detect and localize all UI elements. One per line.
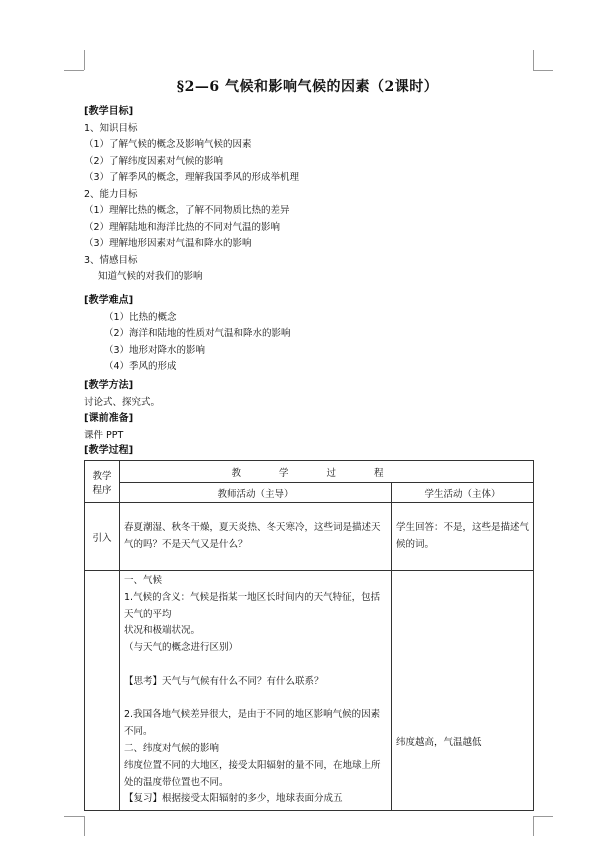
- objective-line: （3）理解地形因素对气温和降水的影响: [84, 238, 252, 249]
- teacher-line: [124, 691, 387, 708]
- teacher-line: （与天气的概念进行区别）: [124, 642, 239, 654]
- teacher-line: 2.我国各地气候差异很大，是由于不同的地区影响气候的因素不同。: [124, 709, 381, 738]
- row-intro-teacher: 春夏潮湿、秋冬干燥，夏天炎热、冬天寒冷，这些词是描述天气的吗？不是天气又是什么？: [120, 503, 392, 571]
- process-table: [84, 460, 534, 811]
- objective-line: （1）理解比热的概念，了解不同物质比热的差异: [84, 205, 290, 216]
- prep-text: 课件 PPT: [84, 429, 124, 441]
- difficulty-line: （2）海洋和陆地的性质对气温和降水的影响: [104, 328, 291, 339]
- teacher-line: 一、气候: [124, 575, 163, 586]
- crop-mark: [533, 816, 534, 836]
- objective-line: 知道气候的对我们的影响: [98, 271, 203, 282]
- row-stage-intro: 引入: [85, 503, 120, 571]
- crop-mark: [64, 816, 84, 817]
- objective-line: （1）了解气候的概念及影响气候的因素: [84, 139, 252, 150]
- crop-mark: [64, 70, 84, 71]
- process-heading: [教学过程]: [84, 445, 134, 456]
- objective-line: 1、知识目标: [84, 122, 138, 134]
- process-header: [120, 461, 534, 483]
- row-climate-teacher: [120, 571, 392, 811]
- student-header: 学生活动（主体）: [392, 483, 534, 503]
- methods-section: [84, 378, 160, 411]
- difficulty-line: （1）比热的概念: [104, 311, 177, 323]
- crop-mark: [84, 816, 85, 836]
- objectives-section: [84, 104, 299, 286]
- teacher-line: 【复习】根据接受太阳辐射的多少，地球表面分成五: [124, 793, 343, 805]
- objectives-heading: [教学目标]: [84, 106, 134, 117]
- objective-line: （2）理解陆地和海洋比热的不同对气温的影响: [84, 221, 281, 233]
- row-climate-student: 纬度越高，气温越低: [392, 571, 534, 811]
- teacher-line: 1.气候的含义：气候是指某一地区长时间内的天气特征，包括天气的平均: [124, 591, 381, 620]
- prep-heading: [课前准备]: [84, 413, 134, 424]
- teacher-header: 教师活动（主导）: [120, 483, 392, 503]
- methods-heading: [教学方法]: [84, 380, 134, 391]
- stage-header-line2: 程序: [92, 484, 112, 496]
- crop-mark: [533, 816, 553, 817]
- objective-line: 3、情感目标: [84, 254, 138, 266]
- difficulty-line: （4）季风的形成: [104, 361, 177, 372]
- objective-line: 2、能力目标: [84, 188, 138, 200]
- prep-section: [84, 411, 133, 444]
- teacher-line: 状况和极端状况。: [124, 625, 201, 637]
- teacher-line: [124, 657, 387, 674]
- teacher-line: 纬度位置不同的大地区，接受太阳辐射的量不同，在地球上所处的温度带位置也不同。: [124, 759, 381, 788]
- teacher-line: 二、纬度对气候的影响: [124, 742, 220, 754]
- methods-text: 讨论式、探究式。: [84, 396, 161, 408]
- crop-mark: [533, 50, 534, 70]
- crop-mark: [533, 70, 553, 71]
- difficulties-section: [84, 293, 291, 376]
- stage-header: [85, 461, 120, 503]
- row-stage-empty: [85, 571, 120, 811]
- stage-header-line1: 教学: [92, 470, 112, 482]
- row-intro-student: 学生回答：不是，这些是描述气候的词。: [392, 503, 534, 571]
- crop-mark: [84, 50, 85, 70]
- difficulty-line: （3）地形对降水的影响: [104, 344, 206, 356]
- teacher-line: 【思考】天气与气候有什么不同？有什么联系？: [124, 675, 324, 687]
- page-title: §2—6 气候和影响气候的因素（2课时）: [176, 79, 439, 95]
- objective-line: （3）了解季风的概念，理解我国季风的形成举机理: [84, 172, 300, 183]
- process-header-label: 教学过程: [231, 467, 422, 479]
- objective-line: （2）了解纬度因素对气候的影响: [84, 155, 224, 167]
- difficulties-heading: [教学难点]: [84, 295, 134, 306]
